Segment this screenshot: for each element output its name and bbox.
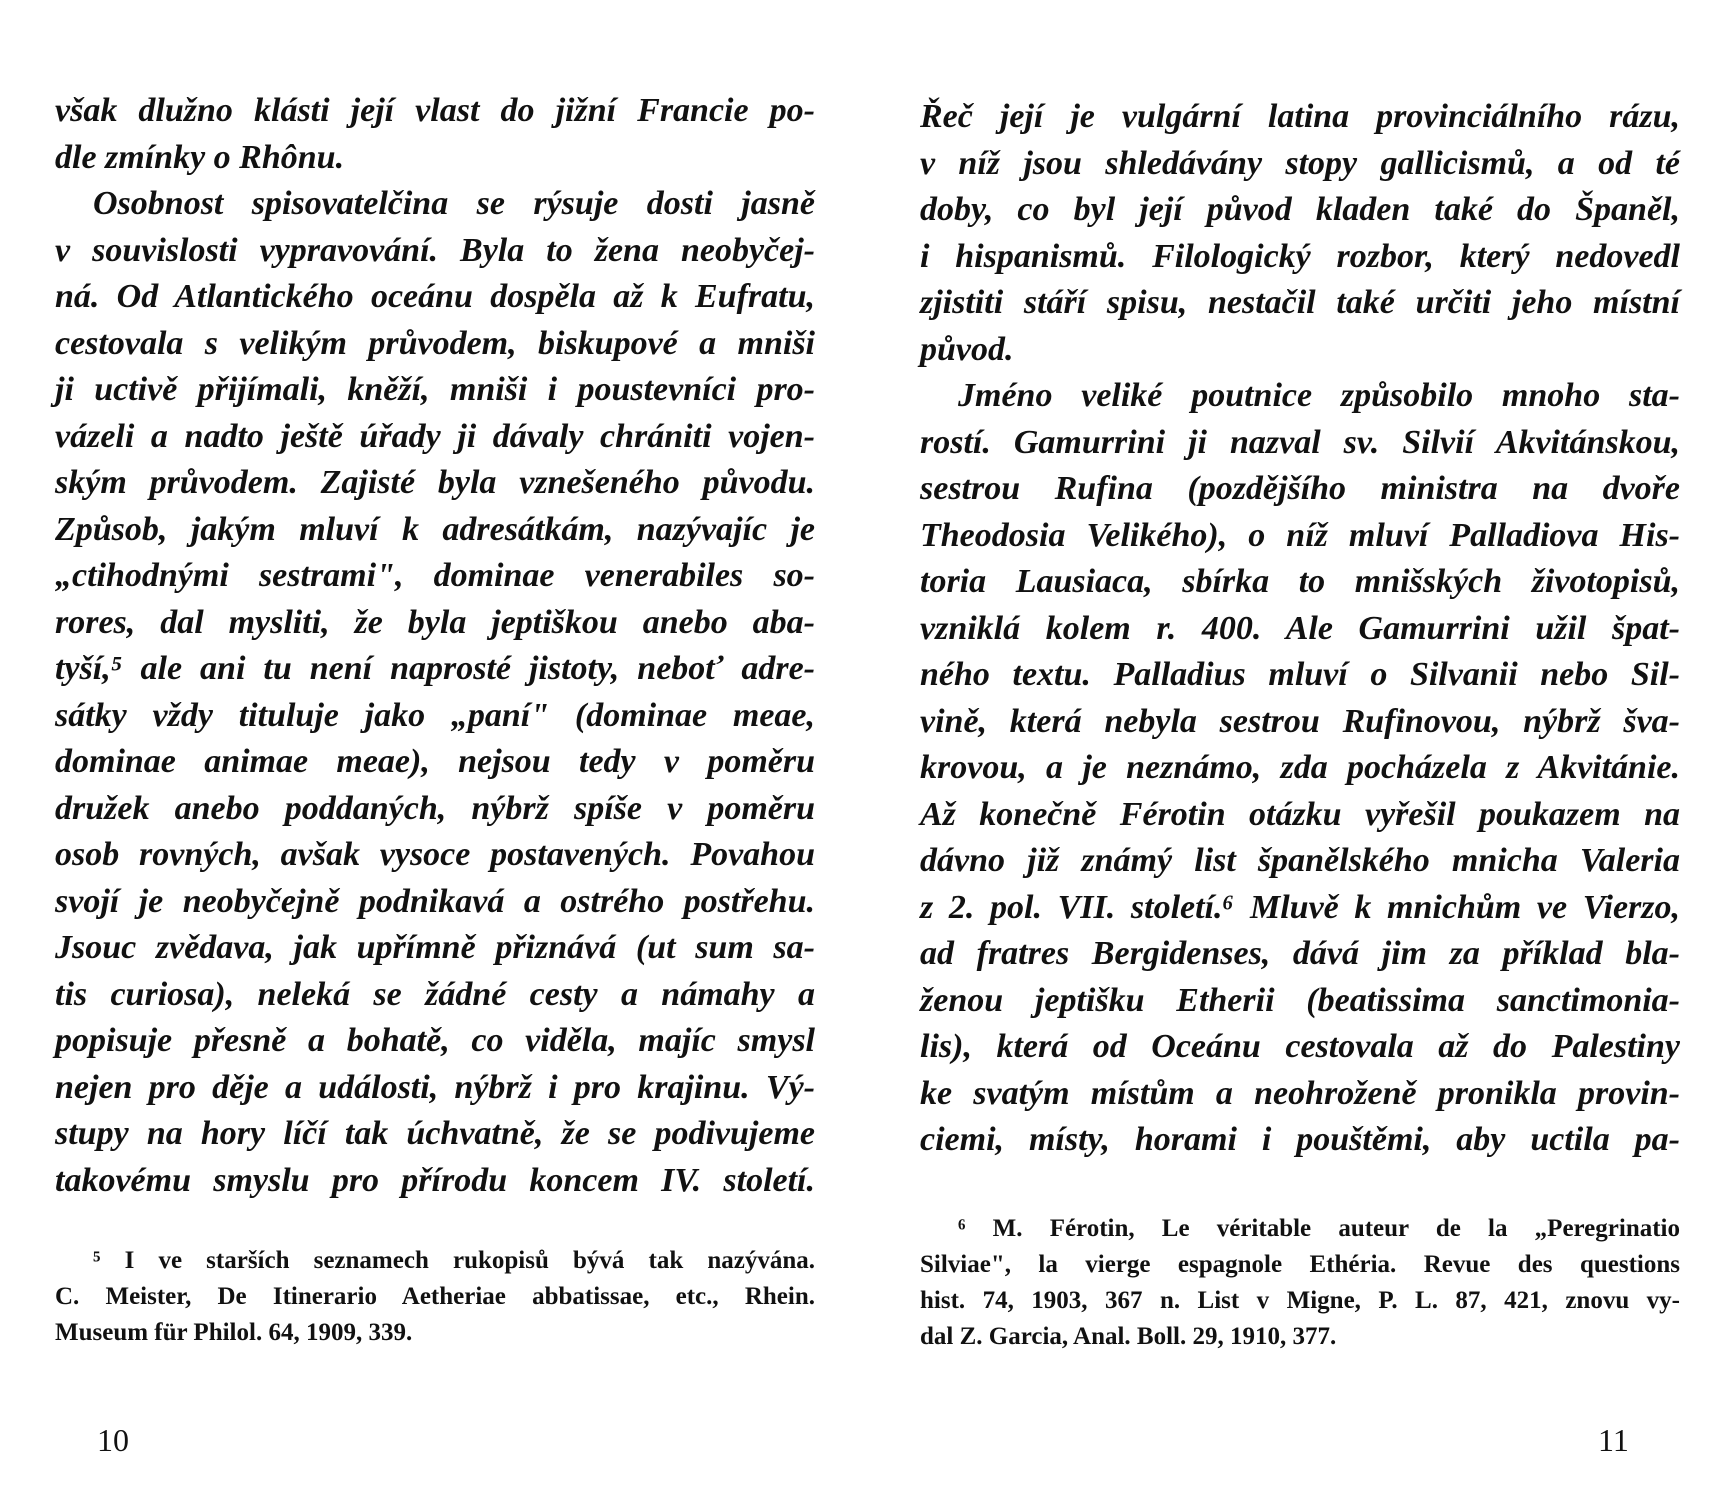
body-text-line: v níž jsou shledávány stopy gallicismů, a od té [920, 144, 1680, 182]
body-text-line: původ. [920, 330, 1014, 368]
body-text-line: toria Lausiaca, sbírka to mnišských životopisů, [920, 563, 1680, 600]
left-page-footnote [55, 1243, 815, 1351]
body-text-line: lis), která od Oceánu cestovala až do Palestiny [920, 1028, 1680, 1065]
body-text-line: ného textu. Palladius mluví o Silvanii nebo Sil- [920, 656, 1680, 693]
right-page [920, 0, 1680, 1500]
body-text-line: Theodosia Velikého), o níž mluví Palladiova His- [920, 516, 1680, 554]
body-text-line: rores, dal mysliti, že byla jeptiškou anebo aba- [55, 603, 815, 641]
body-text-line: stupy na hory líčí tak úchvatně, že se podivujeme [55, 1115, 815, 1152]
body-text-line: Řeč její je vulgární latina provinciálního rázu, [920, 98, 1680, 135]
right-page-footnote [920, 1211, 1680, 1355]
body-text-line: Jsouc zvědava, jak upřímně přiznává (ut sum sa- [55, 929, 815, 966]
footnote-line: C. Meister, De Itinerario Aetheriae abbatissae, etc., Rhein. [55, 1283, 815, 1310]
body-text-line: ciemi, místy, horami i pouštěmi, aby uctila pa- [920, 1121, 1680, 1158]
body-text-line: dávno již známý list španělského mnicha Valeria [920, 842, 1680, 879]
body-text-line: ke svatým místům a neohroženě pronikla provin- [920, 1074, 1680, 1112]
right-page-number: 11 [1598, 1422, 1629, 1458]
body-text-line: takovému smyslu pro přírodu koncem IV. století. [55, 1161, 815, 1199]
footnote-line: ⁶ M. Férotin, Le véritable auteur de la „Peregrinatio [958, 1215, 1680, 1242]
body-text-line: i hispanismů. Filologický rozbor, který nedovedl [920, 237, 1680, 275]
body-text-line: sestrou Rufina (pozdějšího ministra na dvoře [920, 470, 1680, 507]
body-text-line: cestovala s velikým průvodem, biskupové a mniši [55, 324, 815, 362]
body-text-line: z 2. pol. VII. století.⁶ Mluvě k mnichům ve Vierzo, [920, 888, 1680, 926]
body-text-line: tyší,⁵ ale ani tu není naprosté jistoty, neboť adre- [55, 650, 815, 687]
footnote-line: hist. 74, 1903, 367 n. List v Migne, P. L. 87, 421, znovu vy- [920, 1287, 1680, 1314]
body-text-line: družek anebo poddaných, nýbrž spíše v poměru [55, 789, 815, 827]
body-text-line: ad fratres Bergidenses, dává jim za příklad bla- [920, 935, 1680, 972]
footnote-line: ⁵ I ve starších seznamech rukopisů bývá tak nazývána. [93, 1247, 815, 1274]
body-text-line: vině, která nebyla sestrou Rufinovou, nýbrž šva- [920, 702, 1680, 740]
body-text-line: v souvislosti vypravování. Byla to žena neobyčej- [55, 231, 815, 269]
body-text-line: osob rovných, avšak vysoce postavených. Povahou [55, 836, 815, 873]
body-text-line: Jméno veliké poutnice způsobilo mnoho sta- [958, 377, 1680, 414]
body-text-line: nejen pro děje a události, nýbrž i pro krajinu. Vý- [55, 1068, 815, 1106]
body-text-line: dominae animae meae), nejsou tedy v poměru [55, 743, 815, 780]
body-text-line: sátky vždy tituluje jako „paní" (dominae meae, [55, 696, 815, 734]
body-text-line: popisuje přesně a bohatě, co viděla, majíc smysl [55, 1022, 815, 1059]
body-text-line: dle zmínky o Rhônu. [55, 138, 345, 176]
body-text-line: tis curiosa), neleká se žádné cesty a námahy a [55, 975, 815, 1013]
body-text-line: zjistiti stáří spisu, nestačil také určiti jeho místní [920, 284, 1680, 321]
body-text-line: vázeli a nadto ještě úřady ji dávaly chrániti vojen- [55, 417, 815, 455]
body-text-line: Až konečně Férotin otázku vyřešil poukazem na [920, 795, 1680, 833]
footnote-line: Silviae", la vierge espagnole Ethéria. Revue des questions [920, 1251, 1680, 1278]
body-text-line: Způsob, jakým mluví k adresátkám, nazývajíc je [55, 510, 815, 548]
body-text-line: však dlužno klásti její vlast do jižní Francie po- [55, 92, 815, 129]
body-text-line: rostí. Gamurrini ji nazval sv. Silvií Akvitánskou, [920, 423, 1680, 461]
body-text-line: ji uctivě přijímali, kněží, mniši i poustevníci pro- [55, 371, 815, 408]
footnote-line: dal Z. Garcia, Anal. Boll. 29, 1910, 377. [920, 1323, 1337, 1350]
body-text-line: svojí je neobyčejně podnikavá a ostrého postřehu. [55, 882, 815, 920]
right-page-body-text [920, 94, 1680, 1164]
left-page-number: 10 [97, 1422, 129, 1458]
body-text-line: „ctihodnými sestrami", dominae venerabiles so- [55, 557, 815, 594]
footnote-line: Museum für Philol. 64, 1909, 339. [55, 1319, 413, 1346]
body-text-line: doby, co byl její původ kladen také do Španěl, [920, 191, 1680, 228]
body-text-line: ná. Od Atlantického oceánu dospěla až k Eufratu, [55, 278, 815, 315]
left-page [55, 0, 815, 1500]
body-text-line: ským průvodem. Zajisté byla vznešeného původu. [55, 464, 815, 501]
body-text-line: ženou jeptišku Etherii (beatissima sanctimonia- [920, 981, 1680, 1019]
body-text-line: Osobnost spisovatelčina se rýsuje dosti jasně [93, 185, 815, 222]
body-text-line: krovou, a je neznámo, zda pocházela z Akvitánie. [920, 749, 1680, 786]
body-text-line: vzniklá kolem r. 400. Ale Gamurrini užil špat- [920, 609, 1680, 647]
left-page-body-text [55, 88, 815, 1204]
